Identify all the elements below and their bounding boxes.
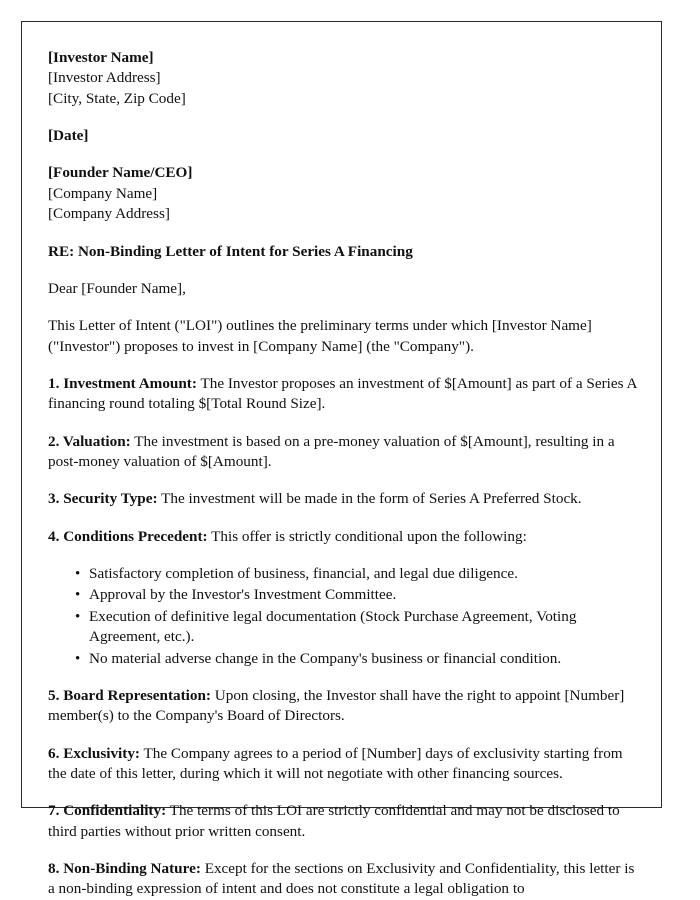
page-content-area — [22, 22, 661, 900]
conditions-precedent-list — [48, 564, 637, 669]
clause-conditions-precedent-label: 4. Conditions Precedent: — [48, 527, 208, 545]
clause-security-type-label: 3. Security Type: — [48, 490, 158, 508]
clause-non-binding-nature-text: Except for the sections on Exclusivity and Confidentiality, this letter is a non-binding expression of intent and does not constitute a legal obligation to — [48, 860, 635, 898]
clause-board-representation-label: 5. Board Representation: — [48, 686, 211, 704]
date-line: [Date] — [48, 127, 89, 145]
clause-exclusivity — [48, 744, 637, 785]
clause-non-binding-nature-label: 8. Non-Binding Nature: — [48, 860, 201, 878]
clause-conditions-precedent-text: This offer is strictly conditional upon the following: — [207, 527, 527, 545]
founder-address-block — [48, 163, 637, 224]
clause-valuation — [48, 432, 637, 473]
investor-address-block — [48, 48, 637, 109]
clause-board-representation — [48, 686, 637, 727]
clause-exclusivity-label: 6. Exclusivity: — [48, 744, 140, 762]
clause-security-type-text: The investment will be made in the form of Series A Preferred Stock. — [157, 490, 582, 508]
list-item: • Satisfactory completion of business, financial, and legal due diligence. — [89, 564, 637, 584]
salutation: Dear [Founder Name], — [48, 279, 186, 297]
clause-security-type — [48, 489, 637, 509]
list-item: • Approval by the Investor's Investment Committee. — [89, 585, 637, 605]
document-page — [21, 21, 662, 898]
investor-name-line: [Investor Name] — [48, 49, 154, 66]
list-item: • No material adverse change in the Company's business or financial condition. — [89, 649, 637, 669]
founder-name-line: [Founder Name/CEO] — [48, 164, 193, 182]
letter-of-intent-body — [48, 48, 637, 900]
list-item: • Execution of definitive legal documentation (Stock Purchase Agreement, Voting Agreement, etc.). — [89, 607, 637, 648]
clause-investment-amount-text: The Investor proposes an investment of $[Amount] as part of a Series A financing round totaling $[Total Round Size]. — [48, 374, 637, 413]
clause-confidentiality-label: 7. Confidentiality: — [48, 802, 167, 820]
date-block — [48, 126, 637, 146]
clause-investment-amount — [48, 374, 637, 415]
clause-valuation-label: 2. Valuation: — [48, 432, 131, 450]
clause-investment-amount-label: 1. Investment Amount: — [48, 374, 197, 392]
clause-confidentiality — [48, 801, 637, 842]
clause-valuation-text: The investment is based on a pre-money valuation of $[Amount], resulting in a post-money valuation of $[Amount]. — [48, 432, 615, 471]
investor-city-state-zip-line: [City, State, Zip Code] — [48, 89, 186, 107]
company-name-line: [Company Name] — [48, 184, 158, 202]
clause-board-representation-text: Upon closing, the Investor shall have the right to appoint [Number] member(s) to the Company's Board of Directors. — [48, 686, 625, 725]
investor-address-line: [Investor Address] — [48, 69, 161, 87]
intro-paragraph: This Letter of Intent ("LOI") outlines the preliminary terms under which [Investor Name] ("Investor") proposes to invest in [Company Name] (the "Company"). — [48, 317, 592, 355]
clause-exclusivity-text: The Company agrees to a period of [Number] days of exclusivity starting from the date of this letter, during which it will not negotiate with other financing sources. — [48, 744, 623, 782]
clause-confidentiality-text: The terms of this LOI are strictly confidential and may not be disclosed to third parties without prior written consent. — [48, 802, 620, 840]
clause-conditions-precedent — [48, 527, 637, 547]
company-address-line: [Company Address] — [48, 205, 170, 223]
clause-non-binding-nature — [48, 859, 637, 900]
subject-line: RE: Non-Binding Letter of Intent for Series A Financing — [48, 242, 413, 260]
